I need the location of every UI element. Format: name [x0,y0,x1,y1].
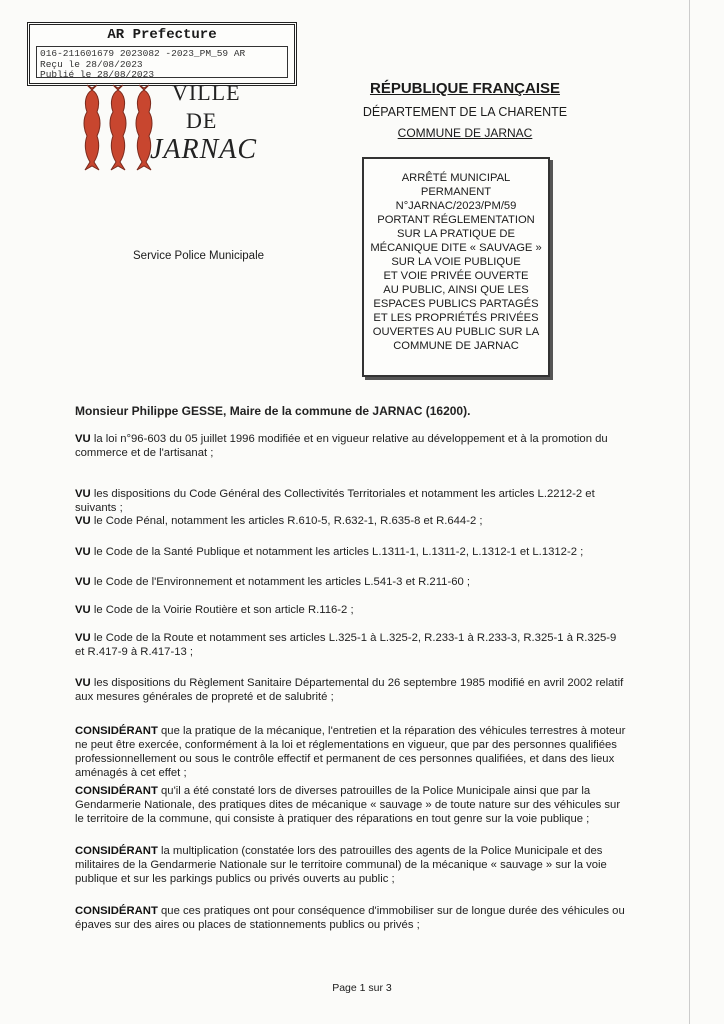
paragraph-lead: VU [75,488,91,500]
paragraph-text: les dispositions du Règlement Sanitaire Départemental du 26 septembre 1985 modifié en avril 2002 relatif aux mesures générales de propreté et de salubrité ; [75,677,624,703]
paragraph [75,676,627,704]
paragraph-text: que ces pratiques ont pour conséquence d'immobiliser sur de longue durée des véhicules ou épaves sur des aires ou places de stationnements publics ou privés ; [75,905,625,931]
arrete-line: SUR LA VOIE PUBLIQUE [391,256,521,268]
paragraph-text: que la pratique de la mécanique, l'entretien et la réparation des véhicules terrestres à moteur ne peut être exercée, conformément à la loi et réglementations en vigueur, que par des personnes qualifiées professionnellement ou sous le contrôle effectif et permanent de ces personnes qualifiées, et dans des lieux aménagés à cet effet ; [75,725,626,779]
paragraph [75,432,627,460]
stamp-line-id: 016-211601679 2023082 -2023_PM_59 AR [40,49,246,59]
paragraph-lead: CONSIDÉRANT [75,845,158,857]
paragraph-text: qu'il a été constaté lors de diverses patrouilles de la Police Municipale ainsi que par la Gendarmerie Nationale, des pratiques dites de mécanique « sauvage » de toute nature sur des véhicules sur le territoire de la commune, qui consiste à pratiquer des réparations en tout genre sur la voie publique ; [75,785,621,825]
paragraph-lead: VU [75,576,91,588]
arrete-line: ESPACES PUBLICS PARTAGÉS [373,298,539,310]
paragraph [75,487,627,515]
paragraph-text: le Code de la Santé Publique et notamment les articles L.1311-1, L.1311-2, L.1312-1 et L.1312-2 ; [90,546,584,558]
paragraph [75,631,627,659]
arrete-line: N°JARNAC/2023/PM/59 [395,200,517,212]
stamp-details [36,46,288,78]
paragraph [75,844,627,886]
stamp-title: AR Prefecture [107,27,217,43]
arrete-title-box [362,157,550,377]
department-heading: DÉPARTEMENT DE LA CHARENTE [362,105,568,119]
arrete-line: AU PUBLIC, AINSI QUE LES [383,284,529,296]
prefecture-stamp [27,22,297,86]
paragraph-lead: CONSIDÉRANT [75,725,158,737]
commune-heading: COMMUNE DE JARNAC [397,126,533,140]
paragraph-lead: VU [75,677,91,689]
paragraph [75,575,627,589]
arrete-line: PORTANT RÉGLEMENTATION [377,214,535,226]
paragraph-lead: VU [75,632,91,644]
logo-de: DE [186,108,218,133]
paragraph-lead: VU [75,546,91,558]
republic-heading: RÉPUBLIQUE FRANÇAISE [369,80,560,97]
paragraph-text: le Code de la Route et notamment ses articles L.325-1 à L.325-2, R.233-1 à R.233-3, R.325-1 à R.325-9 et R.417-9 à R.417-13 ; [75,632,617,658]
paragraph-text: le Code Pénal, notamment les articles R.610-5, R.632-1, R.635-8 et R.644-2 ; [90,515,483,527]
stamp-line-published: Publié le 28/08/2023 [40,70,155,80]
paragraph [75,545,627,559]
paragraph-lead: VU [75,604,91,616]
paragraph [75,784,627,826]
paragraph-lead: VU [75,515,91,527]
arrete-line: OUVERTES AU PUBLIC SUR LA [372,326,540,338]
paragraph-text: la multiplication (constatée lors des patrouilles des agents de la Police Municipale et des militaires de la Gendarmerie Nationale sur le territoire communal) de la mécanique « sauvage » sur la voie publique et sur les parkings publics ou privés ouverts au public ; [75,845,607,885]
paragraph-text: le Code de l'Environnement et notamment les articles L.541-3 et R.211-60 ; [90,576,471,588]
paragraph-lead: CONSIDÉRANT [75,905,158,917]
arrete-line: PERMANENT [420,186,492,198]
mayor-text: Monsieur Philippe GESSE, Maire de la commune de JARNAC (16200). [75,404,471,418]
arrete-line: MÉCANIQUE DITE « SAUVAGE » [370,242,542,254]
service-label: Service Police Municipale [133,250,265,262]
fish-emblem-icon [80,84,160,176]
arrete-line: ARRÊTÉ MUNICIPAL [401,172,511,184]
jarnac-logo [80,80,280,184]
logo-jarnac: JARNAC [150,134,258,165]
paragraph [75,514,627,528]
paragraph-text: la loi n°96-603 du 05 juillet 1996 modifiée et en vigueur relative au développement et à la promotion du commerce et de l'artisanat ; [75,433,608,459]
scan-edge-divider [689,0,690,1024]
paragraph-text: le Code de la Voirie Routière et son article R.116-2 ; [90,604,354,616]
mayor-line [75,404,627,418]
paragraph-text: les dispositions du Code Général des Collectivités Territoriales et notamment les articles L.2212-2 et suivants ; [75,488,595,514]
arrete-line: ET VOIE PRIVÉE OUVERTE [383,270,529,282]
paragraph [75,724,627,780]
paragraph [75,603,627,617]
arrete-line: ET LES PROPRIÉTÉS PRIVÉES [373,312,539,324]
arrete-line: COMMUNE DE JARNAC [393,340,519,352]
paragraph [75,904,627,932]
stamp-line-received: Reçu le 28/08/2023 [40,59,143,70]
logo-ville: VILLE [172,80,241,105]
paragraph-lead: CONSIDÉRANT [75,785,158,797]
arrete-line: SUR LA PRATIQUE DE [397,228,515,240]
paragraph-lead: VU [75,433,91,445]
page-number: Page 1 sur 3 [332,982,392,994]
